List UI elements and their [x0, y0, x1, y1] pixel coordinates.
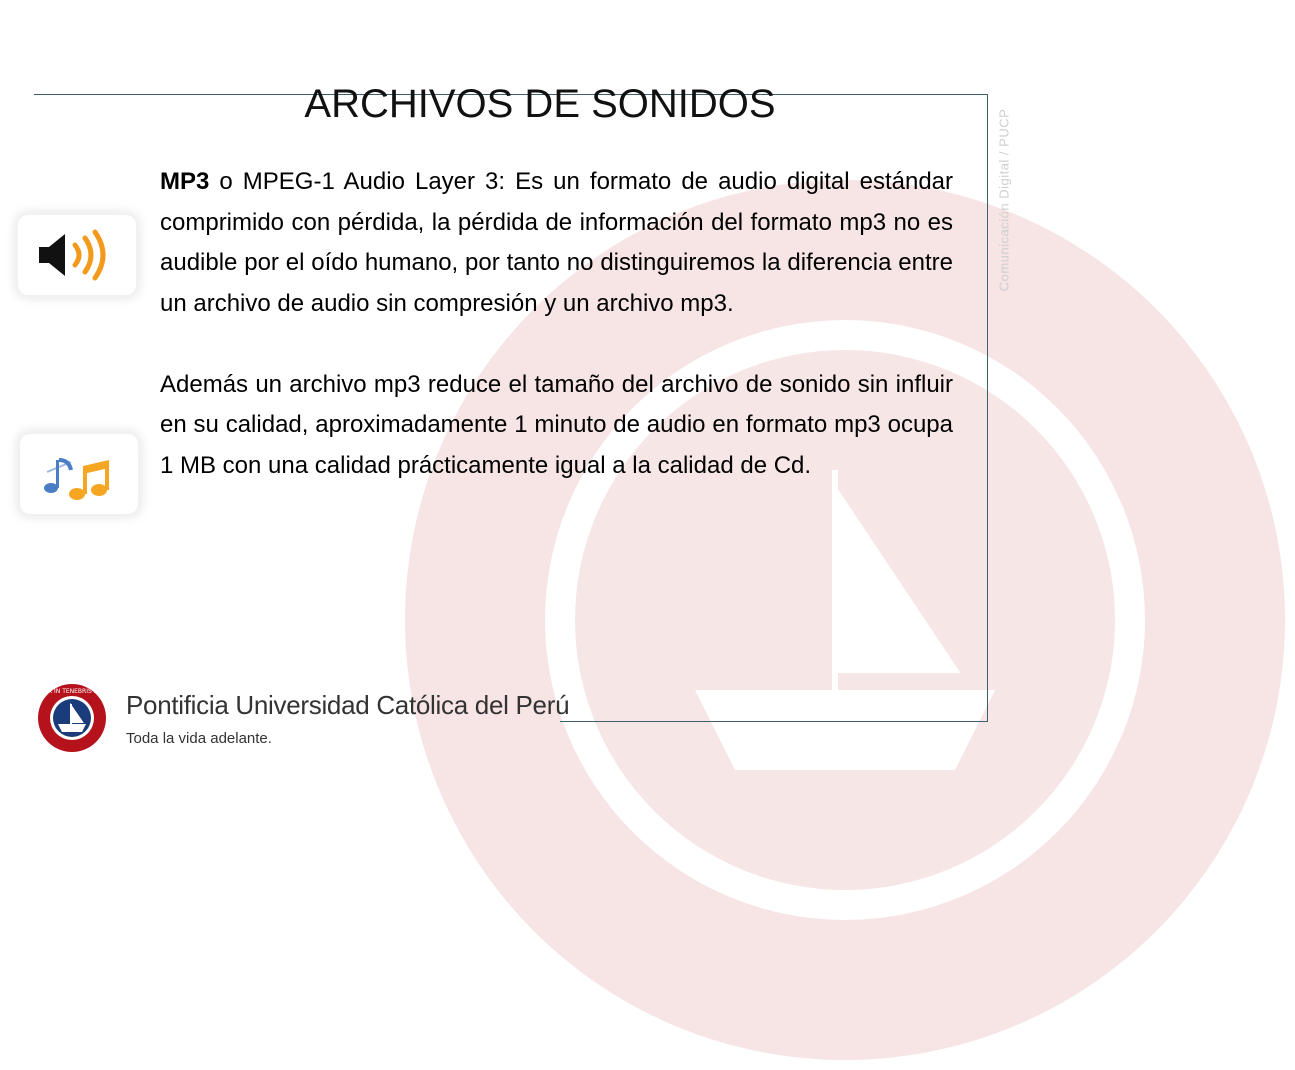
university-logo: [31, 682, 570, 762]
seal-motto: ET LUX IN TENEBRIS LUCET: [31, 688, 113, 695]
tagline: Toda la vida adelante.: [126, 730, 272, 747]
university-name: Pontificia Universidad Católica del Perú: [126, 690, 570, 720]
frame-bottom-line: [560, 721, 988, 722]
music-card: [20, 434, 138, 514]
slide-title: ARCHIVOS DE SONIDOS: [304, 82, 776, 126]
university-seal-icon: [31, 682, 113, 754]
paragraph-2-text: Además un archivo mp3 reduce el tamaño del archivo de sonido sin influir en su calidad, aproximadamente 1 minuto de audio en formato mp3 ocupa 1 MB con una calidad prácticamente igual a la calidad de Cd.: [160, 370, 953, 479]
mp3-term: MP3: [160, 168, 210, 195]
frame-right-line: [987, 94, 988, 722]
vertical-credit: Comunicación Digital / PUCP: [996, 108, 1012, 292]
speaker-card: [18, 215, 136, 295]
body-text: [160, 162, 953, 486]
paragraph-1-text: o MPEG-1 Audio Layer 3: Es un formato de audio digital estándar comprimido con pérdida, la pérdida de información del formato mp3 no es audible por el oído humano, por tanto no distinguiremos la diferencia entre un archivo de audio sin compresión y un archivo mp3.: [160, 168, 953, 317]
speaker-icon: [35, 228, 119, 282]
paragraph-mp3: [160, 162, 953, 324]
music-notes-icon: [37, 444, 121, 504]
